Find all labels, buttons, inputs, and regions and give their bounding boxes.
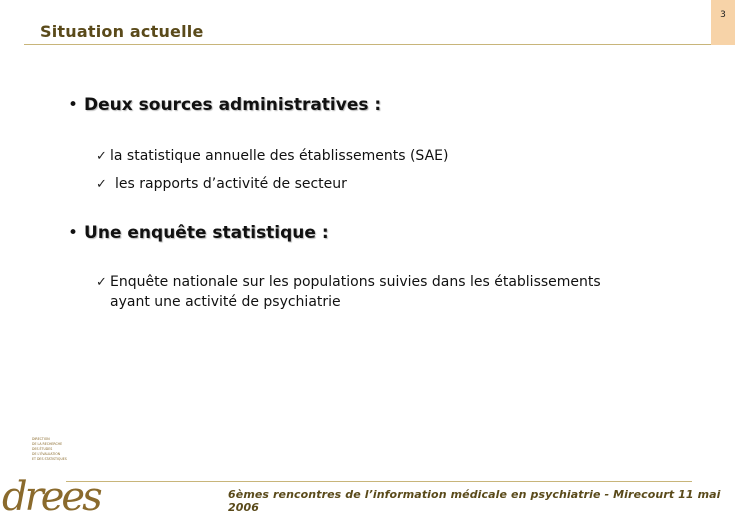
list-item-text: Enquête nationale sur les populations suivies dans les établissements — [110, 274, 601, 290]
footer-text: 6èmes rencontres de l’information médicale en psychiatrie - Mirecourt 11 mai 2006 — [228, 488, 721, 514]
svg-text:DES ÉTUDES: DES ÉTUDES — [32, 447, 53, 451]
section-heading-survey — [68, 223, 329, 243]
list-item — [96, 272, 601, 293]
slide-title: Situation actuelle — [40, 22, 204, 41]
section-heading-text: Une enquête statistique : — [84, 223, 329, 243]
list-item-continuation — [96, 292, 341, 312]
checkmark-icon: ✓ — [96, 177, 107, 192]
section-heading-sources — [68, 95, 381, 115]
list-item-text: les rapports d’activité de secteur — [115, 176, 347, 192]
drees-logo — [0, 430, 100, 517]
title-divider — [24, 44, 711, 45]
svg-text:DE L’ÉVALUATION: DE L’ÉVALUATION — [32, 452, 61, 456]
svg-text:ET DES STATISTIQUES: ET DES STATISTIQUES — [32, 457, 67, 461]
svg-text:DE LA RECHERCHE: DE LA RECHERCHE — [32, 442, 63, 446]
logo-wordmark: drees — [2, 474, 100, 517]
page-number-tab — [711, 0, 735, 45]
list-item — [96, 174, 347, 195]
checkmark-icon: ✓ — [96, 275, 107, 290]
footer-divider — [66, 481, 692, 482]
page-number: 3 — [720, 10, 726, 20]
list-item — [96, 146, 448, 167]
logo-caption-line: DIRECTION — [32, 437, 50, 441]
section-heading-text: Deux sources administratives : — [84, 95, 382, 115]
bullet-dot: • — [68, 223, 79, 243]
list-item-text: ayant une activité de psychiatrie — [110, 294, 341, 310]
checkmark-icon: ✓ — [96, 149, 107, 164]
list-item-text: la statistique annuelle des établissements (SAE) — [110, 148, 449, 164]
bullet-dot: • — [68, 95, 79, 115]
